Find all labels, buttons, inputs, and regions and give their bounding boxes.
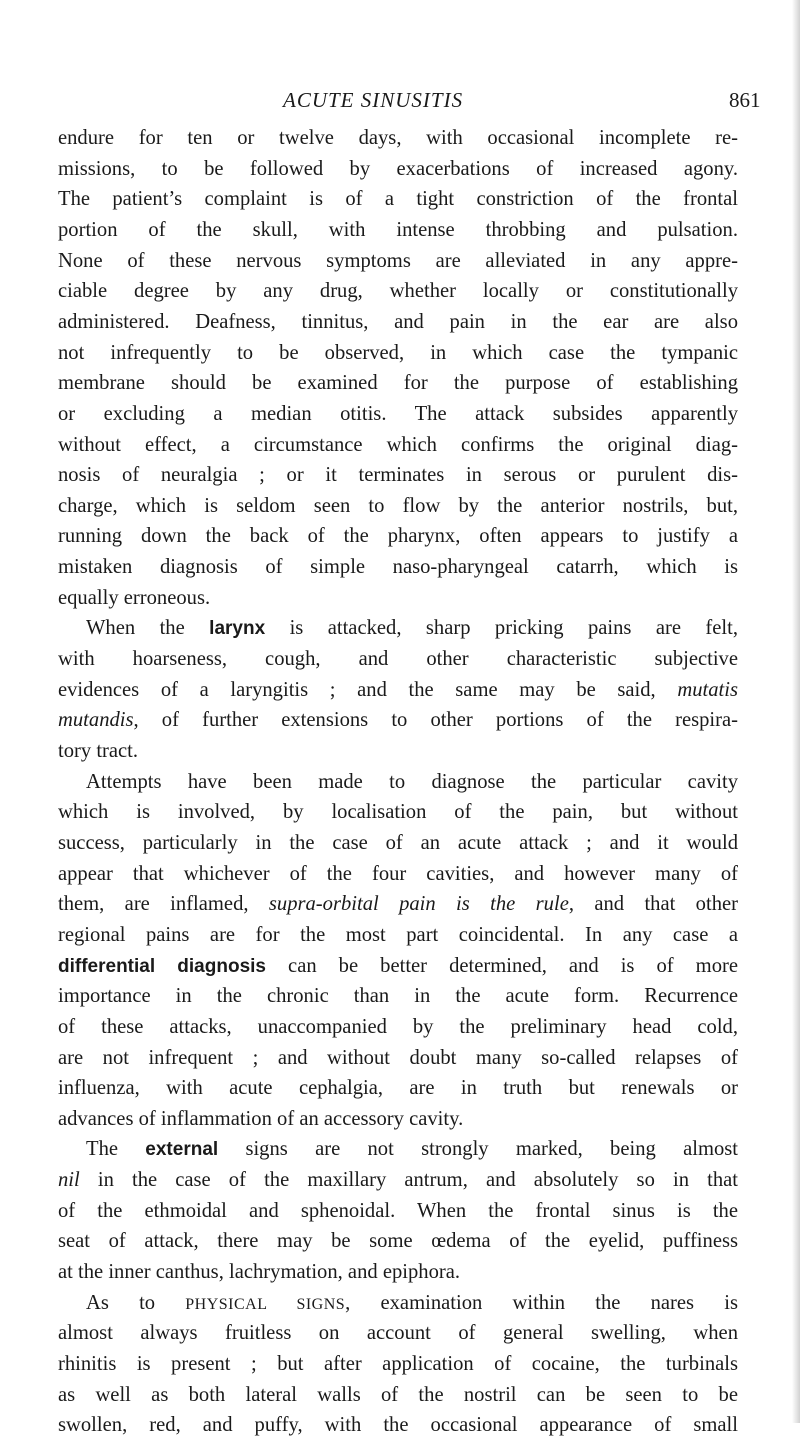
running-head bbox=[0, 88, 800, 112]
text-segment: running down the back of the pharynx, often appears to justify a bbox=[58, 525, 738, 548]
text-segment: mistaken diagnosis of simple naso-pharyngeal catarrh, which is bbox=[58, 556, 738, 579]
text-segment: seat of attack, there may be some œdema of the eyelid, puffiness bbox=[58, 1230, 738, 1253]
text-segment: Attempts have been made to diagnose the particular cavity bbox=[86, 770, 738, 793]
text-segment: administered. Deafness, tinnitus, and pain in the ear are also bbox=[58, 310, 738, 333]
text-segment: None of these nervous symptoms are alleviated in any appre- bbox=[58, 249, 738, 272]
text-line bbox=[58, 798, 738, 827]
text-line bbox=[58, 155, 738, 184]
text-segment: without effect, a circumstance which confirms the original diag- bbox=[58, 433, 738, 456]
text-segment: , and that other bbox=[568, 893, 738, 916]
text-line bbox=[58, 431, 738, 460]
text-segment: is attacked, sharp pricking pains are felt, bbox=[265, 617, 738, 640]
running-title: ACUTE SINUSITIS bbox=[283, 88, 464, 112]
text-line bbox=[58, 584, 738, 613]
text-line bbox=[58, 1044, 738, 1073]
text-segment: When the bbox=[86, 617, 210, 640]
text-line bbox=[58, 124, 738, 153]
text-segment: almost always fruitless on account of general swelling, when bbox=[58, 1322, 738, 1345]
text-line bbox=[58, 1074, 738, 1103]
text-segment: importance in the chronic than in the acute form. Recurrence bbox=[58, 985, 738, 1008]
text-segment: , of further extensions to other portions of the respira- bbox=[133, 709, 738, 732]
text-segment: signs are not strongly marked, being almost bbox=[218, 1138, 738, 1161]
text-line bbox=[58, 277, 738, 306]
text-segment: portion of the skull, with intense throbbing and pulsation. bbox=[58, 218, 738, 241]
text-line bbox=[86, 768, 738, 797]
text-line bbox=[58, 1319, 738, 1348]
text-segment: membrane should be examined for the purpose of establishing bbox=[58, 372, 738, 395]
text-line bbox=[58, 645, 738, 674]
text-line bbox=[58, 860, 738, 889]
italic-phrase: supra-orbital pain is the rule bbox=[268, 893, 569, 916]
text-line bbox=[86, 614, 738, 643]
text-segment: tory tract. bbox=[58, 740, 139, 762]
text-line bbox=[58, 461, 738, 490]
text-line bbox=[58, 1197, 738, 1226]
text-segment: at the inner canthus, lachrymation, and epiphora. bbox=[58, 1261, 461, 1284]
text-line bbox=[86, 1135, 738, 1164]
text-segment: success, particularly in the case of an acute attack ; and it would bbox=[58, 831, 738, 854]
text-line bbox=[58, 553, 738, 582]
text-line bbox=[58, 1013, 738, 1042]
text-line bbox=[86, 1289, 738, 1318]
text-segment: nosis of neuralgia ; or it terminates in serous or purulent dis- bbox=[58, 464, 738, 487]
text-line bbox=[58, 1105, 738, 1134]
text-segment: As to bbox=[86, 1291, 186, 1314]
text-segment: rhinitis is present ; but after application of cocaine, the turbinals bbox=[58, 1353, 738, 1375]
text-segment: regional pains are for the most part coincidental. In any case a bbox=[58, 923, 738, 946]
text-segment: equally erroneous. bbox=[58, 586, 211, 609]
text-segment: of the ethmoidal and sphenoidal. When the frontal sinus is the bbox=[58, 1199, 738, 1222]
smallcaps-heading: PHYSICAL SIGNS bbox=[185, 1295, 346, 1313]
text-segment: swollen, red, and puffy, with the occasional appearance of small bbox=[58, 1414, 738, 1437]
bold-keyword: external bbox=[145, 1139, 219, 1161]
text-segment: advances of inflammation of an accessory cavity. bbox=[58, 1107, 464, 1130]
text-segment: in the case of the maxillary antrum, and absolutely so in that bbox=[79, 1169, 738, 1192]
text-segment: appear that whichever of the four cavities, and however many of bbox=[58, 862, 738, 885]
text-line bbox=[58, 369, 738, 398]
italic-phrase: nil bbox=[58, 1169, 80, 1192]
text-line bbox=[58, 921, 738, 950]
text-segment: as well as both lateral walls of the nostril can be seen to be bbox=[58, 1383, 738, 1406]
text-line bbox=[58, 185, 738, 214]
text-line bbox=[58, 1411, 738, 1440]
text-line bbox=[58, 522, 738, 551]
italic-phrase: mutatis bbox=[677, 678, 738, 701]
text-segment: charge, which is seldom seen to flow by the anterior nostrils, but, bbox=[58, 494, 738, 517]
page-edge-shadow bbox=[792, 0, 800, 1423]
text-segment: missions, to be followed by exacerbations of increased agony. bbox=[58, 157, 738, 180]
text-line bbox=[58, 706, 738, 735]
text-line bbox=[58, 952, 738, 981]
text-line bbox=[58, 982, 738, 1011]
text-line bbox=[58, 247, 738, 276]
text-segment: or excluding a median otitis. The attack subsides apparently bbox=[58, 402, 738, 425]
text-segment: influenza, with acute cephalgia, are in truth but renewals or bbox=[58, 1077, 738, 1100]
text-segment: not infrequently to be observed, in which case the tympanic bbox=[58, 341, 738, 364]
bold-keyword: larynx bbox=[209, 618, 266, 640]
text-line bbox=[58, 308, 738, 337]
text-segment: can be better determined, and is of more bbox=[266, 954, 738, 977]
text-line bbox=[58, 1227, 738, 1256]
text-line bbox=[58, 492, 738, 521]
text-line bbox=[58, 216, 738, 245]
text-line bbox=[58, 400, 738, 429]
text-segment: The patient’s complaint is of a tight constriction of the frontal bbox=[58, 188, 738, 211]
text-segment: evidences of a laryngitis ; and the same may be said, bbox=[58, 678, 678, 701]
text-line bbox=[58, 1350, 738, 1379]
text-segment: The bbox=[86, 1138, 146, 1161]
text-segment: of these attacks, unaccompanied by the preliminary head cold, bbox=[58, 1015, 738, 1038]
text-segment: endure for ten or twelve days, with occasional incomplete re- bbox=[58, 127, 738, 149]
text-line bbox=[58, 737, 738, 766]
italic-phrase: mutandis bbox=[58, 709, 134, 732]
text-line bbox=[58, 829, 738, 858]
text-line bbox=[58, 1381, 738, 1410]
text-line bbox=[58, 1166, 738, 1195]
text-segment: ciable degree by any drug, whether locally or constitutionally bbox=[58, 280, 738, 303]
text-line bbox=[58, 1258, 738, 1287]
text-line bbox=[58, 339, 738, 368]
text-line bbox=[58, 890, 738, 919]
bold-keyword: differential diagnosis bbox=[58, 955, 266, 977]
text-line bbox=[58, 676, 738, 705]
text-segment: are not infrequent ; and without doubt many so-called relapses of bbox=[58, 1046, 738, 1069]
text-segment: , examination within the nares is bbox=[345, 1291, 738, 1314]
text-segment: them, are inflamed, bbox=[58, 893, 269, 916]
page-number: 861 bbox=[729, 88, 761, 112]
text-segment: with hoarseness, cough, and other characteristic subjective bbox=[58, 648, 738, 671]
text-segment: which is involved, by localisation of the pain, but without bbox=[58, 801, 738, 824]
